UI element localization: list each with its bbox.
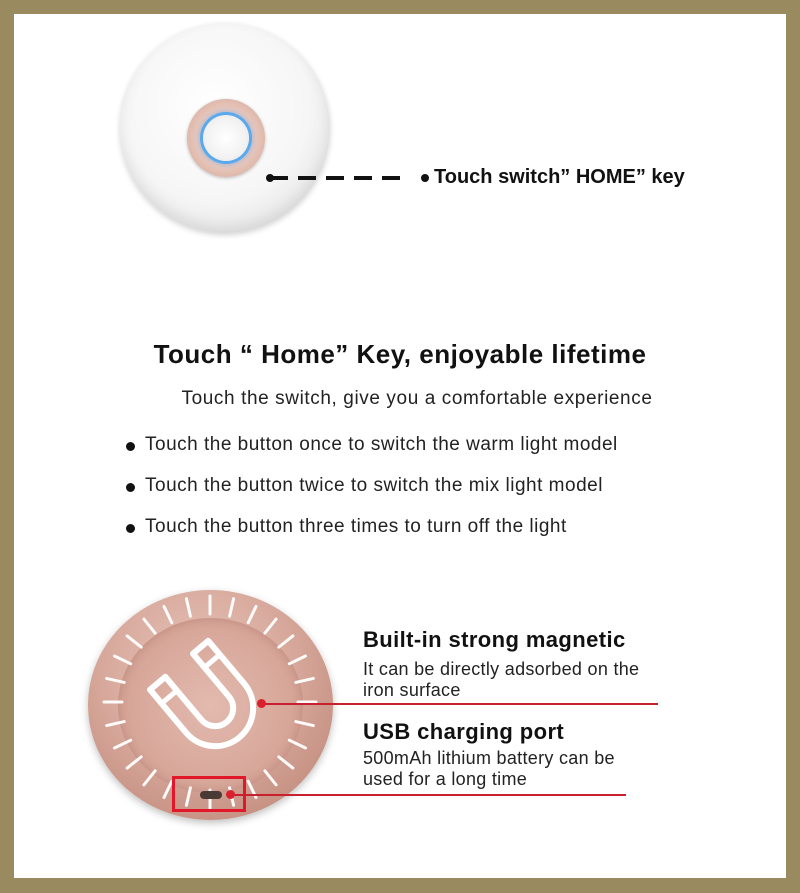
bullet-icon (126, 442, 135, 451)
magnetic-ray (164, 781, 172, 797)
callout-leader-line (270, 176, 410, 180)
lamp-top-view (120, 23, 330, 233)
magnetic-ray (230, 599, 234, 617)
list-item-text: Touch the button once to switch the warm light model (145, 434, 618, 455)
usb-feature-desc (363, 748, 723, 790)
leader-end-dot (421, 174, 429, 182)
magnetic-ray (144, 619, 155, 633)
magnetic-ray (289, 656, 305, 664)
magnetic-feature-title: Built-in strong magnetic (363, 627, 626, 652)
magnetic-desc-line1: It can be directly adsorbed on the (363, 659, 640, 679)
list-item (126, 434, 618, 475)
magnetic-ray (144, 771, 155, 785)
magnetic-ray (107, 678, 125, 682)
magnetic-ray (127, 636, 141, 647)
magnetic-ray (296, 722, 314, 726)
home-key-callout: Touch switch” HOME” key (434, 166, 685, 188)
magnetic-ray (279, 636, 293, 647)
bullet-icon (126, 483, 135, 492)
usb-feature-title: USB charging port (363, 719, 565, 744)
usb-desc-line1: 500mAh lithium battery can be (363, 748, 615, 768)
usb-leader-line (230, 794, 626, 796)
list-item-text: Touch the button three times to turn off the light (145, 516, 567, 537)
home-touch-button[interactable] (203, 115, 249, 161)
magnet-leader-dot (257, 699, 266, 708)
usb-port-icon (200, 791, 222, 799)
bullet-icon (126, 524, 135, 533)
magnetic-ray (114, 656, 130, 664)
list-item (126, 516, 618, 557)
magnetic-ray (279, 757, 293, 768)
magnetic-ray (265, 771, 276, 785)
magnet-leader-line (262, 703, 658, 705)
magnet-icon (150, 641, 269, 762)
usb-desc-line2: used for a long time (363, 769, 528, 789)
subline: Touch the switch, give you a comfortable experience (181, 388, 653, 409)
leader-start-dot (266, 174, 274, 182)
home-key-ring (187, 99, 265, 177)
magnetic-ray (248, 606, 256, 622)
list-item-text: Touch the button twice to switch the mix light model (145, 475, 603, 496)
magnetic-ray (289, 740, 305, 748)
magnetic-ray (164, 606, 172, 622)
magnetic-ray (296, 678, 314, 682)
magnetic-feature-desc (363, 659, 723, 701)
magnetic-ray (107, 722, 125, 726)
magnetic-ray (114, 740, 130, 748)
magnetic-desc-line2: iron surface (363, 680, 461, 700)
magnetic-ray (186, 599, 190, 617)
headline: Touch “ Home” Key, enjoyable lifetime (153, 339, 647, 369)
magnetic-ray (265, 619, 276, 633)
instruction-list (126, 434, 618, 557)
usb-leader-dot (226, 790, 235, 799)
magnetic-ray (127, 757, 141, 768)
list-item (126, 475, 618, 516)
